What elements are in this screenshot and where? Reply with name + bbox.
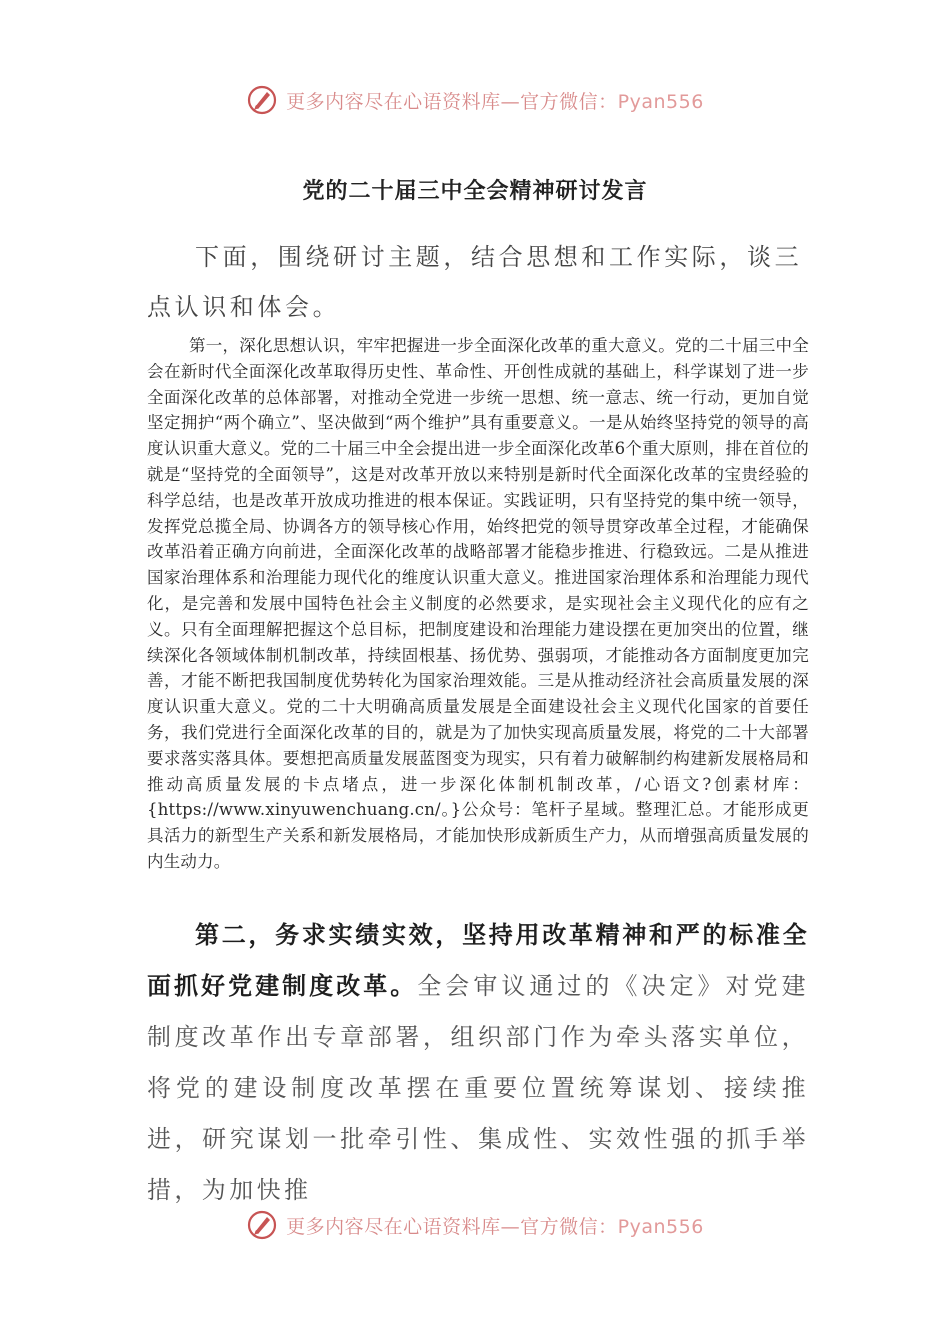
quill-logo-icon xyxy=(246,1209,278,1241)
intro-paragraph: 下面，围绕研讨主题，结合思想和工作实际，谈三点认识和体会。 xyxy=(147,243,803,321)
watermark-label: 更多内容尽在心语资料库—官方微信： xyxy=(286,90,618,113)
document-title: 党的二十届三中全会精神研讨发言 xyxy=(302,179,648,204)
watermark-account: Pyan556 xyxy=(617,1215,704,1238)
watermark-text xyxy=(286,1212,704,1239)
paragraph-second-body: 全会审议通过的《决定》对党建制度改革作出专章部署，组织部门作为牵头落实单位，将党的建设制度改革摆在重要位置统筹谋划、接续推进，研究谋划一批牵引性、集成性、实效性强的抓手举措，为加快推 xyxy=(147,972,809,1204)
watermark-text xyxy=(286,87,704,114)
paragraph-second xyxy=(147,910,809,1216)
paragraph-first: 第一，深化思想认识，牢牢把握进一步全面深化改革的重大意义。党的二十届三中全会在新时代全面深化改革取得历史性、革命性、开创性成就的基础上，科学谋划了进一步全面深化改革的总体部署，对推动全党进一步统一思想、统一意志、统一行动，更加自觉坚定拥护“两个确立”、坚决做到“两个维护”具有重要意义。一是从始终坚持党的领导的高度认识重大意义。党的二十届三中全会提出进一步全面深化改革6个重大原则，排在首位的就是“坚持党的全面领导”，这是对改革开放以来特别是新时代全面深化改革的宝贵经验的科学总结，也是改革开放成功推进的根本保证。实践证明，只有坚持党的集中统一领导，发挥党总揽全局、协调各方的领导核心作用，始终把党的领导贯穿改革全过程，才能确保改革沿着正确方向前进，全面深化改革的战略部署才能稳步推进、行稳致远。二是从推进国家治理体系和治理能力现代化的维度认识重大意义。推进国家治理体系和治理能力现代化，是完善和发展中国特色社会主义制度的必然要求，是实现社会主义现代化的应有之义。只有全面理解把握这个总目标，把制度建设和治理能力建设摆在更加突出的位置，继续深化各领域体制机制改革，持续固根基、扬优势、强弱项，才能推动各方面制度更加完善，才能不断把我国制度优势转化为国家治理效能。三是从推动经济社会高质量发展的深度认识重大意义。党的二十大明确高质量发展是全面建设社会主义现代化国家的首要任务，我们党进行全面深化改革的目的，就是为了加快实现高质量发展，将党的二十大部署要求落实落具体。要想把高质量发展蓝图变为现实，只有着力破解制约构建新发展格局和推动高质量发展的卡点堵点，进一步深化体制机制改革，/心语文?创素材库：{https://www.xinyuwenchuang.cn/。}公众号：笔杆子星域。整理汇总。才能形成更具活力的新型生产关系和新发展格局，才能加快形成新质生产力，从而增强高质量发展的内生动力。 xyxy=(147,336,809,871)
watermark-account: Pyan556 xyxy=(617,90,704,113)
paragraph-second-lead: 第二，务求实绩实效，坚持用改革精神和严的标准全面抓好党建制度改革。 xyxy=(147,921,809,1000)
footer-watermark xyxy=(0,1209,950,1241)
watermark-label: 更多内容尽在心语资料库—官方微信： xyxy=(286,1215,618,1238)
header-watermark xyxy=(0,84,950,116)
quill-logo-icon xyxy=(246,84,278,116)
